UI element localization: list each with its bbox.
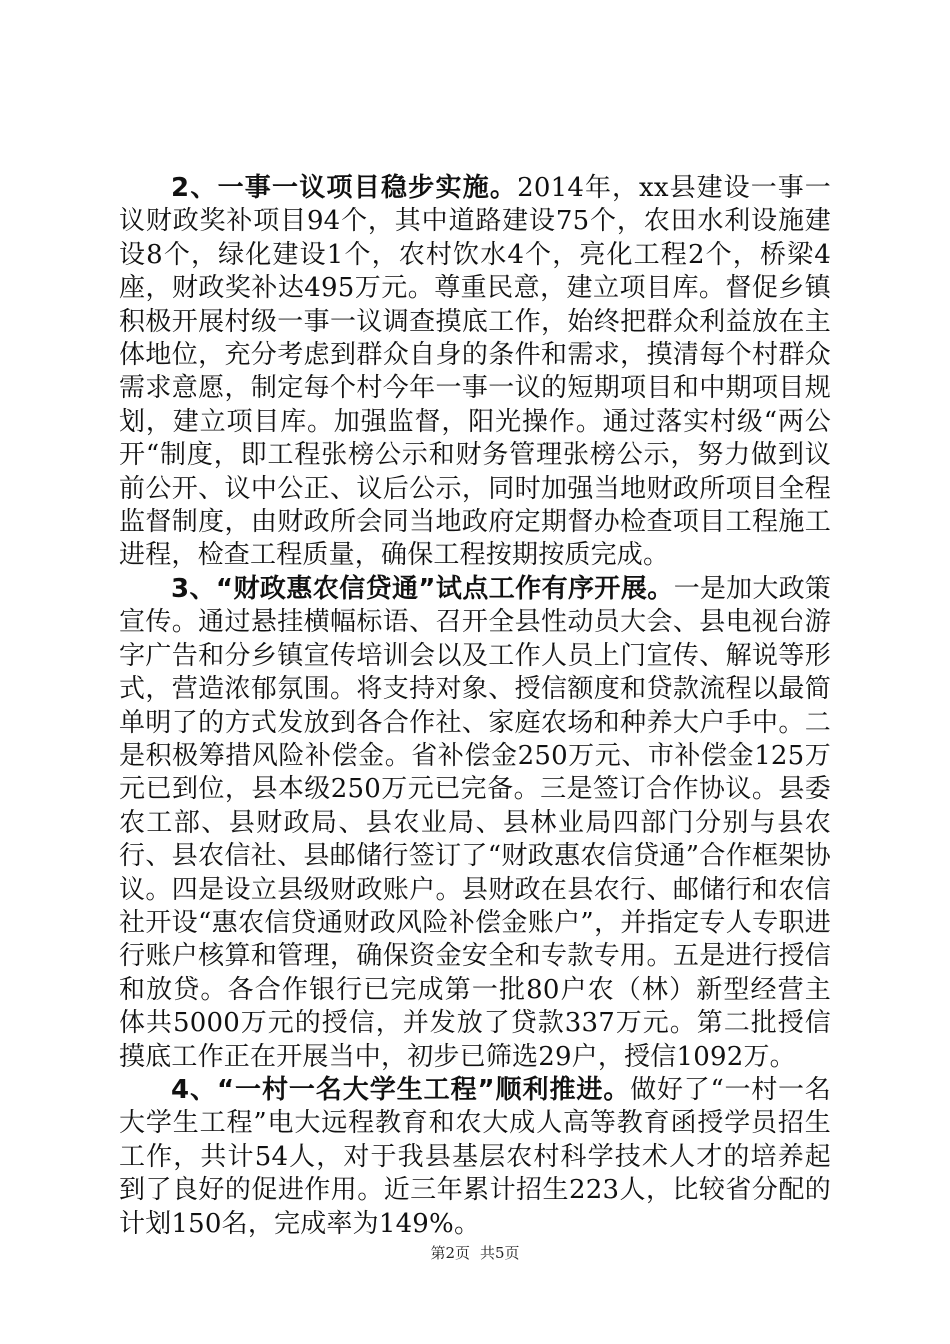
paragraph-text: 一是加大政策宣传。通过悬挂横幅标语、召开全县性动员大会、县电视台游字广告和分乡镇宣传培训会以及工作人员上门宣传、解说等形式，营造浓郁氛围。将支持对象、授信额度和贷款流程以最简单明了的方式发放到各合作社、家庭农场和种养大户手中。二是积极筹措风险补偿金。省补偿金250万元、市补偿金125万元已到位，县本级250万元已完备。三是签订合作协议。县委农工部、县财政局、县农业局、县林业局四部门分别与县农行、县农信社、县邮储行签订了“财政惠农信贷通”合作框架协议。四是设立县级财政账户。县财政在县农行、邮储行和农信社开设“惠农信贷通财政风险补偿金账户”，并指定专人专职进行账户核算和管理，确保资金安全和专款专用。五是进行授信和放贷。各合作银行已完成第一批80户农（林）新型经营主体共5000万元的授信，并发放了贷款337万元。第二批授信摸底工作正在开展当中，初步已筛选29户，授信1092万。 <box>119 573 831 1072</box>
paragraph-heading: 2、一事一议项目稳步实施。 <box>171 173 518 203</box>
page-total: 共5页 <box>480 1244 520 1262</box>
paragraph-heading: 4、“一村一名大学生工程”顺利推进。 <box>171 1074 631 1105</box>
paragraph-heading: 3、“财政惠农信贷通”试点工作有序开展。 <box>171 573 674 604</box>
page-number: 第2页 <box>430 1244 470 1262</box>
paragraph-student-project <box>119 1074 831 1241</box>
paragraph-credit-pilot <box>119 573 831 1074</box>
paragraph-text: 2014年，xx县建设一事一议财政奖补项目94个，其中道路建设75个，农田水利设施建设8个，绿化建设1个，农村饮水4个，亮化工程2个，桥梁4座，财政奖补达495万元。尊重民意，建立项目库。督促乡镇积极开展村级一事一议调查摸底工作，始终把群众利益放在主体地位，充分考虑到群众自身的条件和需求，摸清每个村群众需求意愿，制定每个村今年一事一议的短期项目和中期项目规划，建立项目库。加强监督，阳光操作。通过落实村级“两公开“制度，即工程张榜公示和财务管理张榜公示，努力做到议前公开、议中公正、议后公示，同时加强当地财政所项目全程监督制度，由财政所会同当地政府定期督办检查项目工程施工进程，检查工程质量，确保工程按期按质完成。 <box>119 173 831 571</box>
paragraph-project-implementation <box>119 172 831 573</box>
document-body <box>119 172 831 1241</box>
page-footer <box>0 1242 950 1263</box>
paragraph-text: 做好了“一村一名大学生工程”电大远程教育和农大成人高等教育函授学员招生工作，共计54人，对于我县基层农村科学技术人才的培养起到了良好的促进作用。近三年累计招生223人，比较省分配的计划150名，完成率为149%。 <box>119 1074 831 1239</box>
